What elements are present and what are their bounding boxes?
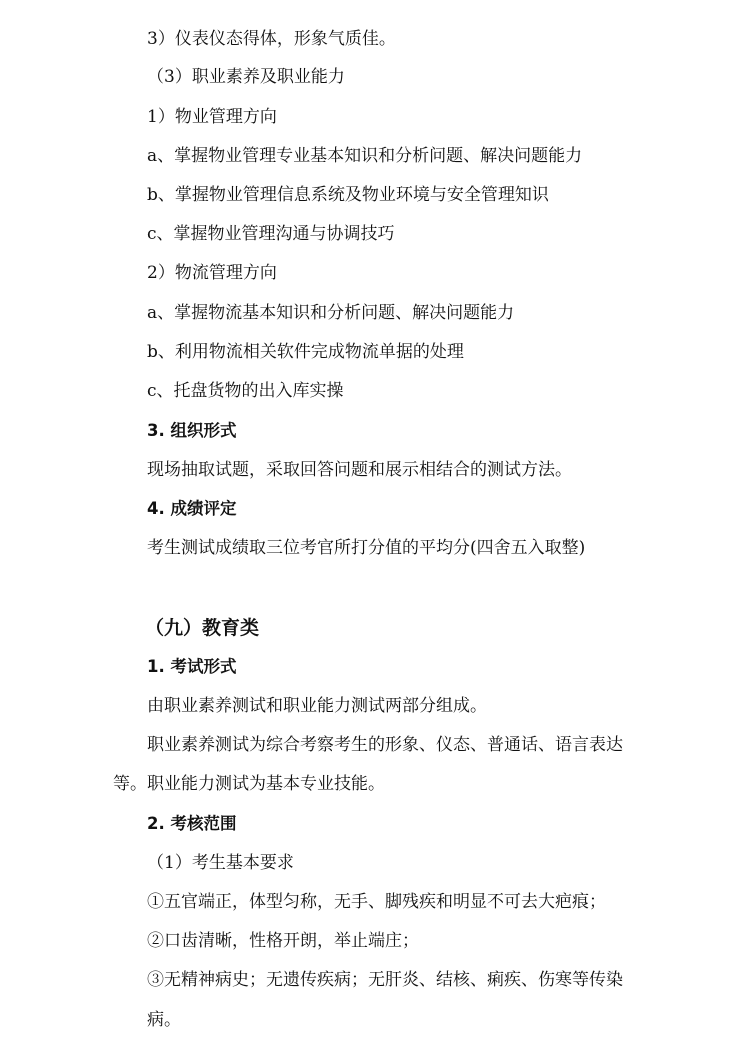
heading-exam-form: 1. 考试形式 [147, 657, 237, 676]
heading-organization-form: 3. 组织形式 [147, 421, 237, 440]
list-item: 3）仪表仪态得体，形象气质佳。 [147, 29, 396, 49]
list-item-continuation: 病。 [147, 1010, 181, 1030]
paragraph: 考生测试成绩取三位考官所打分值的平均分(四舍五入取整) [147, 538, 586, 558]
heading-grade-evaluation: 4. 成绩评定 [147, 499, 237, 518]
list-item: b、利用物流相关软件完成物流单据的处理 [147, 342, 464, 362]
list-item: a、掌握物业管理专业基本知识和分析问题、解决问题能力 [147, 146, 583, 166]
list-item: 2）物流管理方向 [147, 263, 277, 283]
list-item: ②口齿清晰，性格开朗，举止端庄； [147, 931, 419, 951]
heading-assessment-scope: 2. 考核范围 [147, 814, 237, 833]
subsection-heading: （3）职业素养及职业能力 [147, 67, 345, 87]
list-item: ③无精神病史；无遗传疾病；无肝炎、结核、痢疾、伤寒等传染 [147, 970, 623, 990]
paragraph: 现场抽取试题，采取回答问题和展示相结合的测试方法。 [147, 460, 572, 480]
list-item: c、掌握物业管理沟通与协调技巧 [147, 224, 395, 244]
paragraph: 职业素养测试为综合考察考生的形象、仪态、普通话、语言表达 [147, 735, 623, 755]
list-item: b、掌握物业管理信息系统及物业环境与安全管理知识 [147, 185, 549, 205]
list-item: a、掌握物流基本知识和分析问题、解决问题能力 [147, 303, 515, 323]
subsection-heading: （1）考生基本要求 [147, 853, 294, 873]
paragraph-continuation: 等。职业能力测试为基本专业技能。 [113, 774, 385, 794]
paragraph: 由职业素养测试和职业能力测试两部分组成。 [147, 696, 487, 716]
list-item: 1）物业管理方向 [147, 107, 277, 127]
list-item: ①五官端正，体型匀称，无手、脚残疾和明显不可去大疤痕； [147, 892, 606, 912]
section-heading-education: （九）教育类 [145, 617, 260, 639]
list-item: c、托盘货物的出入库实操 [147, 381, 344, 401]
